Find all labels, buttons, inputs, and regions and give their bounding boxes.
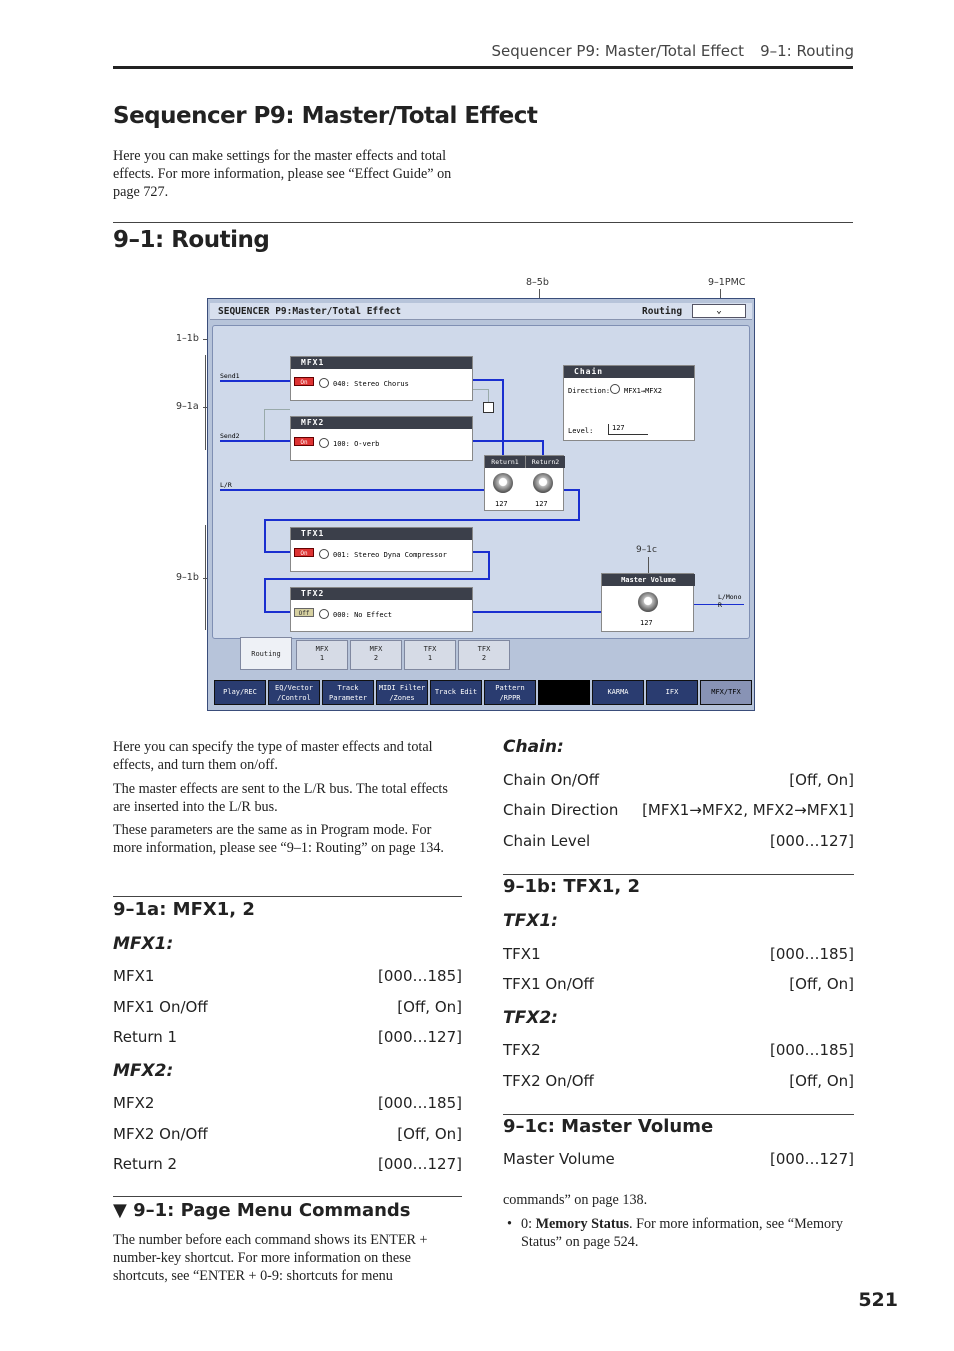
tab-label: /Zones (389, 694, 415, 702)
tfx1-header: TFX1 (291, 528, 472, 540)
param-name: Chain On/Off (503, 771, 600, 789)
mfx2-out (473, 440, 543, 442)
param-row (113, 998, 462, 1016)
bullet-command: Memory Status (535, 1216, 629, 1232)
param-row (503, 801, 854, 819)
header-rule (113, 66, 853, 69)
tab-label: Track (337, 684, 359, 692)
callout-9-1c: 9–1c (636, 545, 657, 555)
param-range: [000…185] (378, 1094, 462, 1112)
running-header (491, 42, 854, 60)
chain-heading: Chain: (503, 737, 564, 757)
chain-level-label: Level: (568, 427, 594, 435)
send2-bus (220, 440, 290, 442)
callout-8-5b: 8–5b (526, 277, 549, 288)
param-range: [Off, On] (789, 975, 854, 993)
header-section: Sequencer P9: Master/Total Effect (491, 42, 745, 60)
tab-routing[interactable] (240, 637, 292, 670)
chain-direction[interactable]: MFX1→MFX2 (624, 387, 662, 395)
mfx1-heading: MFX1: (113, 934, 174, 954)
param-row (503, 771, 854, 789)
tab-tfx1[interactable] (404, 640, 456, 670)
tab-label: IFX (665, 688, 679, 696)
tab-midi-filter[interactable] (376, 680, 428, 705)
param-range: [Off, On] (789, 1072, 854, 1090)
param-range: [000…127] (770, 1150, 854, 1168)
param-range: [000…185] (770, 945, 854, 963)
param-name: MFX1 (113, 967, 155, 985)
page-title: Sequencer P9: Master/Total Effect (113, 103, 538, 129)
play-arrow-icon (610, 384, 620, 394)
tfx-in-bus (264, 519, 580, 521)
param-row (503, 1072, 854, 1090)
tfx2-effect[interactable]: 000: No Effect (333, 611, 393, 619)
lr-bus (220, 489, 484, 491)
tab-label: TFX (477, 645, 491, 653)
page-menu-commands-title: ▼ 9–1: Page Menu Commands (113, 1200, 411, 1221)
mfx2-header: MFX2 (291, 417, 472, 429)
tab-ifx[interactable] (646, 680, 698, 705)
left-para-1: Here you can specify the type of master effects and total effects, and turn them on/off. (113, 739, 433, 773)
chain-box (563, 365, 695, 441)
param-name: TFX2 On/Off (503, 1072, 594, 1090)
tab-label: /RPPR (499, 694, 521, 702)
screen-titlebar (210, 303, 752, 320)
screen-title: SEQUENCER P9:Master/Total Effect (218, 306, 402, 317)
tfx2-in (264, 611, 290, 613)
return1-label: Return1 (485, 456, 525, 468)
section-rule (113, 222, 853, 223)
tab-play-rec[interactable] (214, 680, 266, 705)
left-para-2: The master effects are sent to the L/R bus. The total effects are inserted into the L/R bus. (113, 781, 448, 815)
bullet-item (503, 1215, 853, 1251)
param-name: Return 2 (113, 1155, 178, 1173)
mfx1-out (502, 379, 504, 461)
return2-value: 127 (535, 500, 548, 508)
callout-9-1b: 9–1b (176, 572, 199, 583)
tfx-in-bus (264, 519, 266, 552)
param-range: [Off, On] (789, 771, 854, 789)
param-range: [000…127] (378, 1155, 462, 1173)
param-name: Return 1 (113, 1028, 178, 1046)
tab-karma[interactable] (592, 680, 644, 705)
tab-label: Track Edit (434, 688, 478, 696)
tab-label: 1 (319, 654, 325, 662)
tfx1-out (473, 551, 489, 553)
section-rule (503, 1114, 854, 1115)
callout-1-1b: 1–1b (176, 333, 199, 344)
out-label: L/Mono (718, 593, 742, 601)
continued-text: commands” on page 138. (503, 1192, 648, 1208)
tab-label: Pattern (495, 684, 525, 692)
bullet-key: 0: (521, 1216, 536, 1232)
mfx1-box[interactable] (290, 356, 473, 401)
play-arrow-icon (319, 549, 329, 559)
blank-tab (538, 680, 590, 705)
tab-label: Routing (251, 650, 281, 658)
param-range: [000…127] (378, 1028, 462, 1046)
send-link (264, 409, 290, 410)
param-range: [Off, On] (397, 998, 462, 1016)
param-row (503, 1041, 854, 1059)
return1-knob[interactable] (493, 473, 513, 493)
tab-label: EQ/Vector (275, 684, 313, 692)
tab-label: MIDI Filter (378, 684, 426, 692)
tfx2-header: TFX2 (291, 588, 472, 600)
tfx1-box[interactable] (290, 527, 473, 572)
mfx1-header: MFX1 (291, 357, 472, 369)
param-name: TFX1 (503, 945, 541, 963)
tab-mfx1[interactable] (296, 640, 348, 670)
callout-bracket (205, 355, 206, 450)
send1-label: Send1 (220, 372, 240, 380)
tfx1-out (264, 578, 490, 580)
tab-label: MFX (315, 645, 329, 653)
tfx2-in (264, 578, 266, 612)
tfx2-out (473, 611, 603, 613)
tfx-in-bus (264, 551, 290, 553)
param-name: Master Volume (503, 1150, 615, 1168)
tab-mfx-tfx[interactable] (700, 680, 752, 705)
callout-9-1a: 9–1a (176, 401, 199, 412)
tab-label: MFX (369, 645, 383, 653)
section-rule (113, 1196, 462, 1197)
param-range: [000…185] (378, 967, 462, 985)
chain-header: Chain (564, 366, 694, 378)
tab-mfx2[interactable] (350, 640, 402, 670)
param-name: MFX2 (113, 1094, 155, 1112)
chevron-down-icon: ⌄ (716, 305, 722, 316)
param-row (113, 967, 462, 985)
screen-figure (207, 298, 755, 711)
param-row (113, 1028, 462, 1046)
routing-title: 9–1: Routing (113, 227, 270, 253)
section-9-1c-title: 9–1c: Master Volume (503, 1116, 714, 1137)
out-label2: R (718, 601, 722, 609)
mfx2-on-button[interactable]: On (294, 437, 314, 446)
tab-track-edit[interactable] (430, 680, 482, 705)
play-arrow-icon (319, 378, 329, 388)
return-out (578, 489, 580, 521)
return2-label: Return2 (525, 456, 565, 468)
tab-label: 2 (481, 654, 487, 662)
param-row (113, 1094, 462, 1112)
page-tabs (212, 640, 752, 677)
param-name: TFX1 On/Off (503, 975, 594, 993)
master-volume-value: 127 (640, 619, 653, 627)
param-range: [000…185] (770, 1041, 854, 1059)
tab-tfx2[interactable] (458, 640, 510, 670)
tab-label: /Control (277, 694, 311, 702)
param-row (503, 945, 854, 963)
page-menu-button[interactable] (692, 304, 746, 318)
tab-pattern-rppr[interactable] (484, 680, 536, 705)
mfx2-effect[interactable]: 100: O-verb (333, 440, 380, 448)
send-link (264, 409, 265, 441)
tfx2-heading: TFX2: (503, 1008, 558, 1028)
callout-bracket (205, 525, 206, 630)
send2-label: Send2 (220, 432, 240, 440)
tab-track-parameter[interactable] (322, 680, 374, 705)
return1-value: 127 (495, 500, 508, 508)
tfx2-box[interactable] (290, 587, 473, 632)
mfx1-on-button[interactable]: On (294, 377, 314, 386)
tfx1-out (488, 551, 490, 579)
mfx1-effect[interactable]: 040: Stereo Chorus (333, 380, 409, 388)
tfx2-off-button[interactable]: Off (294, 608, 314, 617)
section-9-1a-title: 9–1a: MFX1, 2 (113, 899, 255, 920)
tfx1-heading: TFX1: (503, 911, 558, 931)
param-row (113, 1125, 462, 1143)
param-row (113, 1155, 462, 1173)
master-volume-knob[interactable] (638, 592, 658, 612)
page-menu-label: Routing (642, 306, 683, 317)
left-para-3: These parameters are the same as in Program mode. For more information, please see “9–1: Routing” on page 134. (113, 822, 444, 856)
mfx2-box[interactable] (290, 416, 473, 461)
param-name: MFX1 On/Off (113, 998, 208, 1016)
param-row (503, 975, 854, 993)
return2-knob[interactable] (533, 473, 553, 493)
tab-label: 2 (373, 654, 379, 662)
callout-9-1pmc: 9–1PMC (708, 277, 746, 288)
param-name: MFX2 On/Off (113, 1125, 208, 1143)
bullet-dot: • (507, 1216, 512, 1232)
mfx2-heading: MFX2: (113, 1061, 174, 1081)
chain-link (488, 389, 489, 403)
tab-label: Play/REC (223, 688, 257, 696)
tab-label: KARMA (607, 688, 629, 696)
chain-link (473, 389, 489, 390)
tab-label: Parameter (329, 694, 367, 702)
tab-eq-vector[interactable] (268, 680, 320, 705)
page-number: 521 (858, 1289, 898, 1311)
param-range: [000…127] (770, 832, 854, 850)
tab-label: TFX (423, 645, 437, 653)
param-row (503, 832, 854, 850)
param-row (503, 1150, 854, 1168)
master-volume-box (601, 573, 694, 632)
play-arrow-icon (319, 609, 329, 619)
chain-level[interactable]: 127 (608, 424, 648, 435)
pmc-text: The number before each command shows its ENTER + number-key shortcut. For more information on these shortcuts, see “ENTER + 0-9: shortcuts for menu (113, 1232, 428, 1284)
bullet-rest: . For more information, see “Memory Status” on page 524. (521, 1216, 843, 1250)
section-rule (113, 896, 462, 897)
return-box (484, 455, 564, 511)
chain-direction-label: Direction: (568, 387, 611, 395)
param-name: Chain Direction (503, 801, 619, 819)
header-page: 9–1: Routing (760, 42, 854, 60)
param-range: [MFX1→MFX2, MFX2→MFX1] (642, 801, 854, 819)
tfx1-on-button[interactable]: On (294, 548, 314, 557)
lr-label: L/R (220, 481, 232, 489)
play-arrow-icon (319, 438, 329, 448)
section-9-1b-title: 9–1b: TFX1, 2 (503, 876, 641, 897)
mfx1-out (473, 379, 503, 381)
tab-label: 1 (427, 654, 433, 662)
param-name: Chain Level (503, 832, 591, 850)
tfx1-effect[interactable]: 001: Stereo Dyna Compressor (333, 551, 447, 559)
param-name: TFX2 (503, 1041, 541, 1059)
master-volume-label: Master Volume (602, 574, 695, 586)
callout-line (648, 557, 649, 573)
tab-label: MFX/TFX (711, 688, 741, 696)
intro-text: Here you can make settings for the master effects and total effects. For more information, please see “Effect Guide” on page 727. (113, 148, 452, 200)
param-range: [Off, On] (397, 1125, 462, 1143)
section-rule (503, 874, 854, 875)
chain-switch[interactable] (483, 402, 494, 413)
send1-bus (220, 380, 290, 382)
